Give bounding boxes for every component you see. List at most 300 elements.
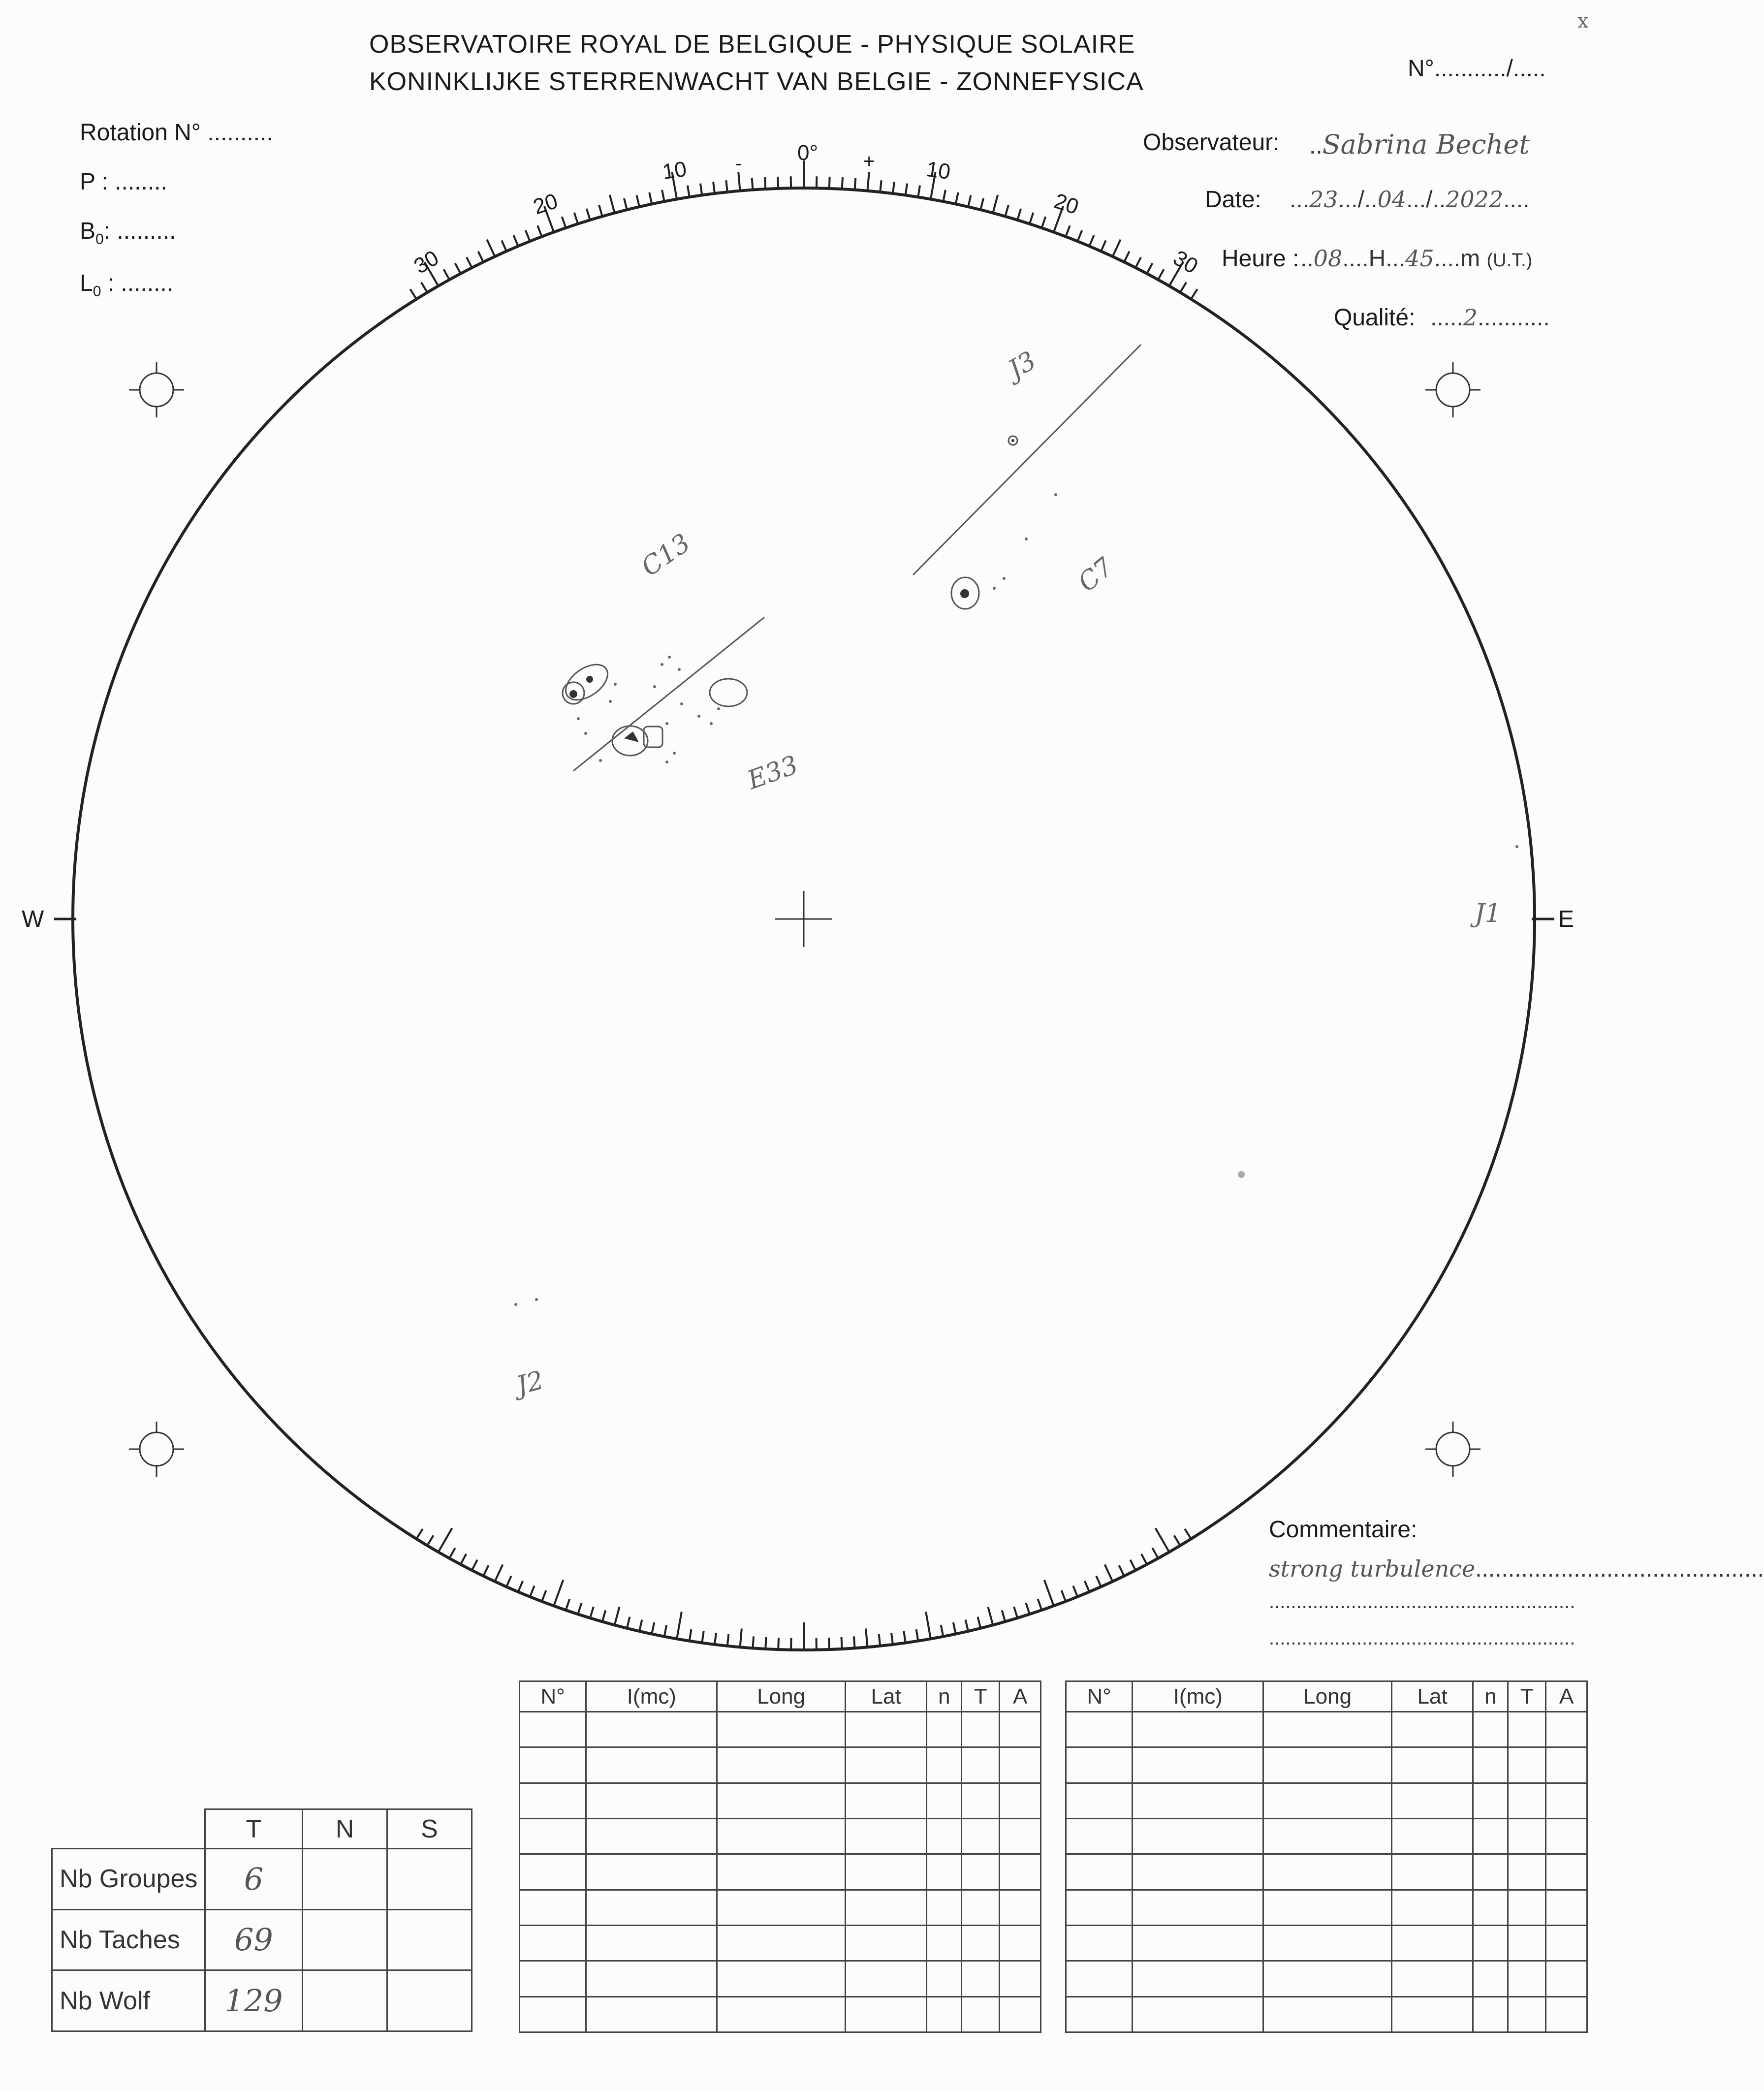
spot-table-cell [1000,1818,1041,1854]
title-dutch: KONINKLIJKE STERRENWACHT VAN BELGIE - ZONNEFYSICA [369,67,1144,96]
group-label-e33: E33 [743,750,802,795]
scale-tick [941,1625,944,1637]
stats-groups-n [303,1849,387,1910]
scale-tick [461,1554,466,1564]
spot-table-cell [717,1783,845,1818]
scale-tick [487,240,495,256]
group-label-j2: J2 [513,1365,547,1401]
scale-tick [478,252,483,262]
spot-table-cell [586,1712,717,1747]
pore-dot [577,717,580,720]
scale-tick [483,1565,489,1576]
scale-tick [443,269,449,280]
spot-table-cell [1263,1783,1391,1818]
spot-table-cell [927,1747,962,1783]
spot-table-cell [717,1925,845,1961]
spot-table-cell [1546,1712,1587,1747]
spot-table-cell [1508,1925,1546,1961]
scale-tick [993,195,998,213]
time-h: H [1368,246,1386,272]
spot-table-row [1066,1996,1587,2032]
scale-tick [1085,1581,1089,1592]
l0-subscript: 0 [93,283,101,300]
scale-tick [1089,235,1094,246]
spot-table-row [520,1996,1041,2032]
scale-tick [599,205,602,216]
scale-tick [879,1634,881,1646]
scale-tick [880,180,882,192]
spot-table-cell [1000,1747,1041,1783]
spot-table-cell [1133,1783,1263,1818]
spot-table-cell [1133,1925,1263,1961]
spot-table-cell [1508,1890,1546,1925]
scale-tick [1174,1535,1180,1546]
scale-tick [1005,205,1008,216]
spot-table-row [520,1712,1041,1747]
spot-table-cell [1508,1854,1546,1890]
spot-table-cell [1473,1854,1508,1890]
pore-dot [678,668,681,671]
scale-tick [590,1607,594,1618]
spot-table-cell [1391,1854,1473,1890]
spot-table-cell [962,1890,1000,1925]
scale-tick [829,177,830,189]
pore-dot [665,722,668,725]
spot-table-row [1066,1712,1587,1747]
scale-tick [537,225,542,236]
spot-table-cell [1066,1712,1133,1747]
pore-dot [1003,577,1006,580]
spot-table-cell [1066,1961,1133,1996]
spot-table-row [520,1854,1041,1890]
west-label: W [22,906,44,932]
spot-table-cell [962,1712,1000,1747]
spot-table-cell [1000,1854,1041,1890]
spot-table-row [1066,1747,1587,1783]
scale-tick [664,1625,667,1637]
scale-label-left-30: 30 [410,246,443,279]
spot-table-cell [717,1961,845,1996]
spot-table-cell [1263,1712,1391,1747]
scale-tick [530,1586,535,1597]
group-label-c7: C7 [1072,552,1119,598]
scale-tick [677,1612,682,1639]
scale-tick [542,1590,546,1601]
spot-table-cell [1546,1925,1587,1961]
scale-tick [472,1560,477,1570]
spot-table-left [519,1680,1041,2033]
scale-tick [1119,1565,1124,1576]
registration-target [129,1422,184,1477]
spot-table-cell [1546,1854,1587,1890]
spot-table-cell [586,1890,717,1925]
spot-table-cell [520,1996,586,2032]
scale-tick [753,1636,754,1648]
spot-table-cell [1391,1925,1473,1961]
observer-value: Sabrina Bechet [1322,129,1530,160]
scale-tick [587,209,590,220]
scale-tick [615,1607,620,1625]
l0-value: : ........ [101,270,174,296]
spot-table-cell [1546,1890,1587,1925]
scale-tick [439,1528,452,1552]
comment-line-3: ........................................................ [1269,1627,1575,1649]
spot-table-cell [962,1783,1000,1818]
scale-tick [652,1622,654,1634]
scale-label-right-10: 10 [924,157,952,185]
spot-table-cell [1391,1890,1473,1925]
scale-label-zero: 0° [797,141,819,165]
date-field: ...23.../..04.../..2022.... [1290,186,1530,213]
spot-table-cell [586,1925,717,1961]
stats-header-s: S [387,1809,472,1849]
spot-table-cell [586,1818,717,1854]
scale-tick [1156,1528,1169,1552]
scale-tick [578,1603,581,1614]
spot-table-cell [520,1818,586,1854]
scale-tick [980,198,983,210]
spot-table-row [1066,1925,1587,1961]
spot-penumbra-e33 [710,679,747,706]
spot-table-cell [845,1890,927,1925]
spot-table-header-cell: N° [1066,1681,1133,1712]
scale-tick [526,230,530,241]
spot-table-cell [927,1925,962,1961]
spot-table-cell [1133,1818,1263,1854]
spot-table-cell [845,1961,927,1996]
scale-tick [738,172,740,191]
spot-table-cell [520,1890,586,1925]
scale-tick [502,240,506,251]
spot-table-cell [1263,1747,1391,1783]
comment-value: strong turbulence [1269,1555,1476,1582]
scale-tick [467,257,472,267]
spot-table-header-row [520,1681,1041,1712]
time-label: Heure : [1222,246,1299,272]
scale-tick [1044,1580,1054,1606]
scale-tick [566,1599,570,1610]
scale-label-left-20: 20 [530,189,561,220]
spot-table-cell [717,1854,845,1890]
scale-label-right-30: 30 [1169,246,1202,279]
spot-table-cell [1473,1925,1508,1961]
scale-tick [1135,257,1141,267]
spot-table-header-cell: I(mc) [1133,1681,1263,1712]
scale-tick [554,1580,563,1606]
stats-wolf-t: 129 [205,1970,302,2031]
scale-tick [427,1535,433,1546]
scale-tick [1130,1560,1135,1570]
scale-tick [977,1617,980,1628]
spot-table-cell [1066,1890,1133,1925]
scale-tick [854,1636,855,1648]
spot-table-cell [1133,1854,1263,1890]
scale-tick [495,1564,503,1581]
scale-tick [639,1620,642,1631]
scale-tick [455,263,461,274]
spot-table-cell [927,1854,962,1890]
scale-tick [602,1610,606,1621]
stats-header-t: T [205,1809,302,1849]
time-minutes: 45 [1405,245,1434,272]
spot-table-cell [845,1783,927,1818]
spot-table-cell [845,1925,927,1961]
stats-row-wolf [52,1970,472,2031]
scale-tick [1077,230,1082,241]
spot-table-cell [1508,1996,1546,2032]
spot-table-cell [927,1712,962,1747]
scale-tick [752,178,753,190]
scale-label-right-20: 20 [1051,189,1082,220]
spot-table-cell [962,1854,1000,1890]
scale-tick [649,192,652,204]
spot-table-cell [520,1961,586,1996]
spot-table-cell [520,1783,586,1818]
spot-table-cell [1133,1747,1263,1783]
spot-table-cell [1263,1961,1391,1996]
spot-table-cell [586,1996,717,2032]
stats-header-n: N [303,1809,387,1849]
scale-tick [702,1631,703,1643]
spot-table-cell [1066,1818,1133,1854]
pore-dot [609,700,612,703]
scale-tick [968,195,971,207]
spot-table-cell [520,1854,586,1890]
spot-table-cell [962,1961,1000,1996]
comment-label: Commentaire: [1269,1517,1418,1543]
date-day: 23 [1309,186,1338,213]
scale-tick [891,1633,893,1645]
scale-tick [1105,1564,1113,1581]
scale-tick [988,1607,993,1625]
spot-table-cell [1546,1747,1587,1783]
scale-tick [1002,1610,1006,1621]
spot-table-header-cell: Lat [1391,1681,1473,1712]
pore-dot [710,722,713,725]
registration-target [1425,362,1480,417]
scale-tick [1073,1586,1077,1597]
pore-dot [614,683,617,686]
scale-tick [1096,1576,1101,1587]
observer-label: Observateur: [1143,129,1280,156]
scale-tick [513,235,518,246]
quality-field: .....2........... [1430,304,1550,331]
spot-table-cell [1473,1747,1508,1783]
time-field: ..08....H...45....m (U.T.) [1300,245,1533,272]
spot-table-header-cell: Long [1263,1681,1391,1712]
spot-table-cell [1546,1996,1587,2032]
stats-table [51,1808,472,2032]
spot-table-cell [927,1890,962,1925]
group-c13-e33-line [573,617,764,771]
spot-table-cell [845,1854,927,1890]
spot-table-cell [927,1996,962,2032]
scale-tick [904,1631,905,1643]
spot-table-cell [962,1747,1000,1783]
spot-table-header-cell: n [1473,1681,1508,1712]
scale-label-plus: + [863,151,875,172]
spot-table-cell [1133,1890,1263,1925]
stats-row-groups [52,1849,472,1910]
spot-table-header-cell: n [927,1681,962,1712]
scale-tick [842,177,843,189]
scale-tick [410,289,416,299]
stats-header-row [52,1809,472,1849]
pore-dot [680,702,683,705]
spot-table-cell [1391,1712,1473,1747]
quality-value: 2 [1463,304,1478,331]
scale-tick [1062,1590,1066,1601]
spot-table-cell [1066,1783,1133,1818]
east-label: E [1558,906,1575,932]
scale-tick [506,1576,511,1587]
spot-table-cell [962,1818,1000,1854]
scale-tick [1038,1599,1042,1610]
scale-tick [1147,263,1152,274]
scale-tick [866,1628,867,1647]
scale-tick [867,172,869,191]
spot-table-cell [1066,1854,1133,1890]
spot-table-header-cell: A [1546,1681,1587,1712]
spot-table-cell [717,1747,845,1783]
spot-table-cell [1263,1996,1391,2032]
pore-dot [535,1298,538,1301]
scale-tick [893,182,894,193]
pore-dot [673,752,676,755]
stats-spots-n [303,1909,387,1970]
spot-table-cell [586,1747,717,1783]
spot-table-cell [1000,1961,1041,1996]
spot-table-cell [586,1961,717,1996]
spot-table-right [1065,1680,1588,2033]
time-m: m [1460,246,1480,272]
smudge-mark [1238,1171,1245,1178]
date-month: 04 [1377,186,1407,213]
spot-table-cell [1508,1712,1546,1747]
spot-table-cell [1000,1783,1041,1818]
scale-tick [627,1617,630,1628]
scale-tick [726,180,727,192]
scale-tick [855,178,856,190]
spot-table-row [520,1961,1041,1996]
date-label: Date: [1205,187,1261,213]
p-field: P : ........ [80,169,167,195]
stats-spots-s [387,1909,472,1970]
spot-penumbra-c13-3 [612,726,648,756]
spot-table-header-cell: Long [717,1681,845,1712]
scale-tick [518,1581,523,1592]
scale-tick [953,1622,956,1634]
spot-umbra [569,690,577,698]
spot-table-cell [1391,1747,1473,1783]
date-year: 2022 [1446,186,1504,213]
stats-row-spots [52,1909,472,1970]
scale-tick [956,192,958,204]
spot-table-cell [520,1747,586,1783]
stats-header-empty [52,1809,205,1849]
spot-table-cell [1133,1996,1263,2032]
spot-table-cell [1546,1818,1587,1854]
scale-tick [918,186,920,197]
spot-table-cell [717,1996,845,2032]
spot-table-cell [1546,1961,1587,1996]
scale-tick [1041,217,1045,228]
title-french: OBSERVATOIRE ROYAL DE BELGIQUE - PHYSIQUE SOLAIRE [369,30,1135,59]
comment-dots: ............................................ [1475,1556,1764,1582]
spot-table-cell [1391,1818,1473,1854]
scale-tick [715,1633,716,1645]
spot-table-cell [962,1996,1000,2032]
stats-wolf-s [387,1970,472,2031]
scale-tick [740,1628,742,1647]
spot-table-row [520,1783,1041,1818]
spot-umbra [586,676,593,683]
spot-umbra [960,589,969,598]
spot-table-cell [1000,1890,1041,1925]
spot-table-cell [1263,1890,1391,1925]
spot-table-row [1066,1783,1587,1818]
b0-label: B [80,218,96,244]
group-label-c13: C13 [636,528,696,582]
scale-tick [421,283,427,293]
group-label-j1: J1 [1475,899,1501,928]
spot-table-header-row [1066,1681,1587,1712]
stats-spots-t: 69 [205,1909,302,1970]
spot-table-cell [845,1818,927,1854]
spot-umbra [1011,439,1014,442]
spot-table-header-cell: Lat [845,1681,927,1712]
stats-wolf-n [303,1970,387,2031]
stats-row-label: Nb Taches [52,1909,205,1970]
pore-dot [653,685,656,688]
spot-table-cell [1473,1996,1508,2032]
group-label-j3: J3 [1003,346,1041,385]
b0-subscript: 0 [95,231,104,248]
scale-tick [906,184,907,195]
spot-table-cell [927,1818,962,1854]
scale-tick [943,190,945,202]
spot-table-header-cell: N° [520,1681,586,1712]
spot-table-header-cell: A [1000,1681,1041,1712]
scale-tick [1066,225,1070,236]
scale-tick [700,184,702,195]
spot-table-cell [1473,1712,1508,1747]
scale-tick [765,1637,766,1649]
scale-tick [1124,252,1130,262]
spot-table-cell [1133,1961,1263,1996]
scale-tick [416,1529,423,1539]
spot-umbra [624,731,639,742]
scale-tick [1152,1548,1158,1558]
scale-tick [624,198,627,210]
scale-tick [1185,1529,1191,1539]
spot-table-cell [1508,1961,1546,1996]
spot-table-row [520,1890,1041,1925]
spot-table-cell [520,1712,586,1747]
scale-tick [1026,1603,1029,1614]
scale-tick [688,186,690,197]
spot-table-cell [1066,1996,1133,2032]
corner-mark: x [1577,10,1589,32]
scale-tick [1113,240,1121,256]
comment-line-2: ........................................................ [1269,1591,1575,1613]
scale-tick [1014,1607,1017,1618]
spot-table-cell [1000,1925,1041,1961]
spot-table-cell [845,1712,927,1747]
quality-label: Qualité: [1334,305,1416,331]
spot-table-cell [717,1818,845,1854]
spot-table-cell [927,1783,962,1818]
